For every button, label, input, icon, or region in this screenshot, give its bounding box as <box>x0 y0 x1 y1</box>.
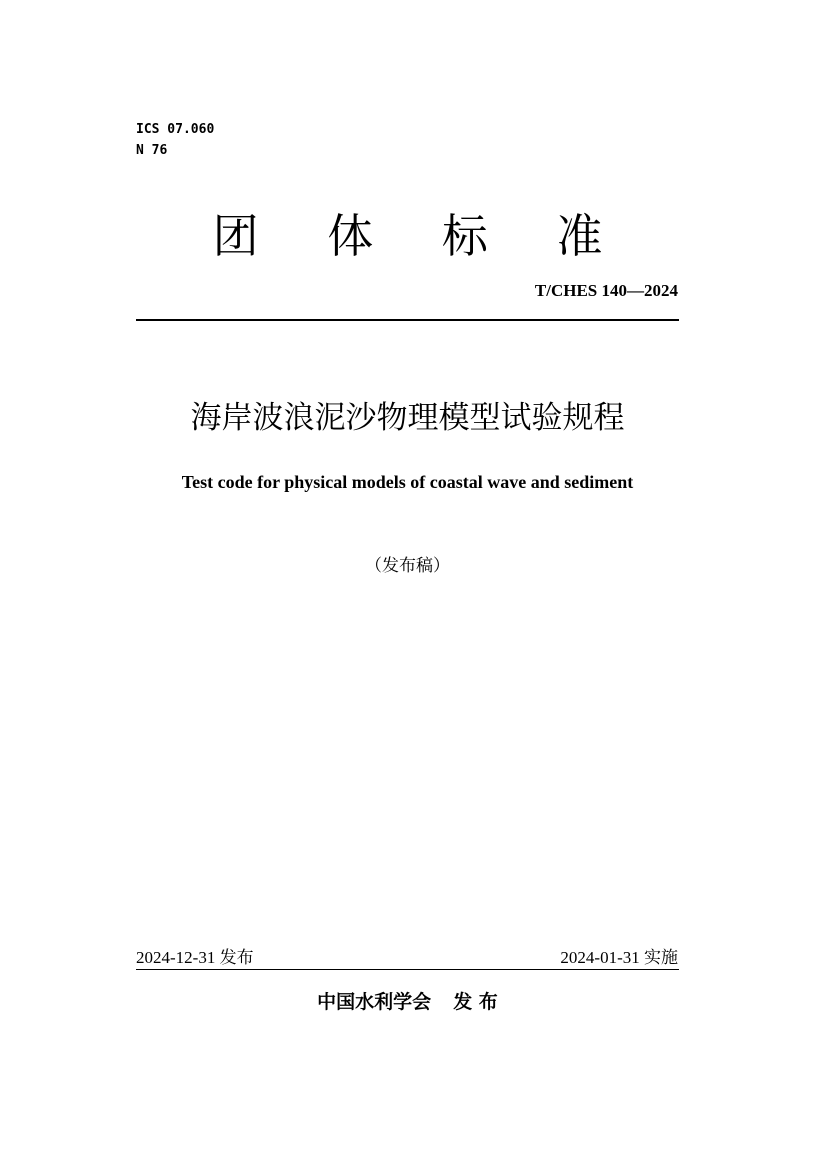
document-status: （发布稿） <box>365 556 450 576</box>
top-divider <box>136 319 679 321</box>
standard-number: T/CHES 140—2024 <box>534 281 678 300</box>
publisher-name: 中国水利学会 <box>317 991 432 1013</box>
title-chinese: 海岸波浪泥沙物理模型试验规程 <box>190 400 625 436</box>
issue-date: 2024-12-31 发布 <box>136 948 254 967</box>
publisher-action: 发 布 <box>453 991 498 1013</box>
ics-code: ICS 07.060 <box>136 122 215 137</box>
title-english: Test code for physical models of coastal wave and sediment <box>181 472 634 492</box>
standard-type-char: 准 <box>556 209 603 263</box>
ccs-code: N 76 <box>136 143 168 158</box>
publisher-line <box>0 988 815 1016</box>
bottom-divider <box>136 969 679 970</box>
standard-type-char: 标 <box>441 209 488 263</box>
standard-type-char: 体 <box>327 209 374 263</box>
classification-codes <box>136 120 214 162</box>
standard-type-heading <box>0 206 815 266</box>
implementation-date: 2024-01-31 实施 <box>560 948 678 967</box>
standard-type-char: 团 <box>212 209 259 263</box>
